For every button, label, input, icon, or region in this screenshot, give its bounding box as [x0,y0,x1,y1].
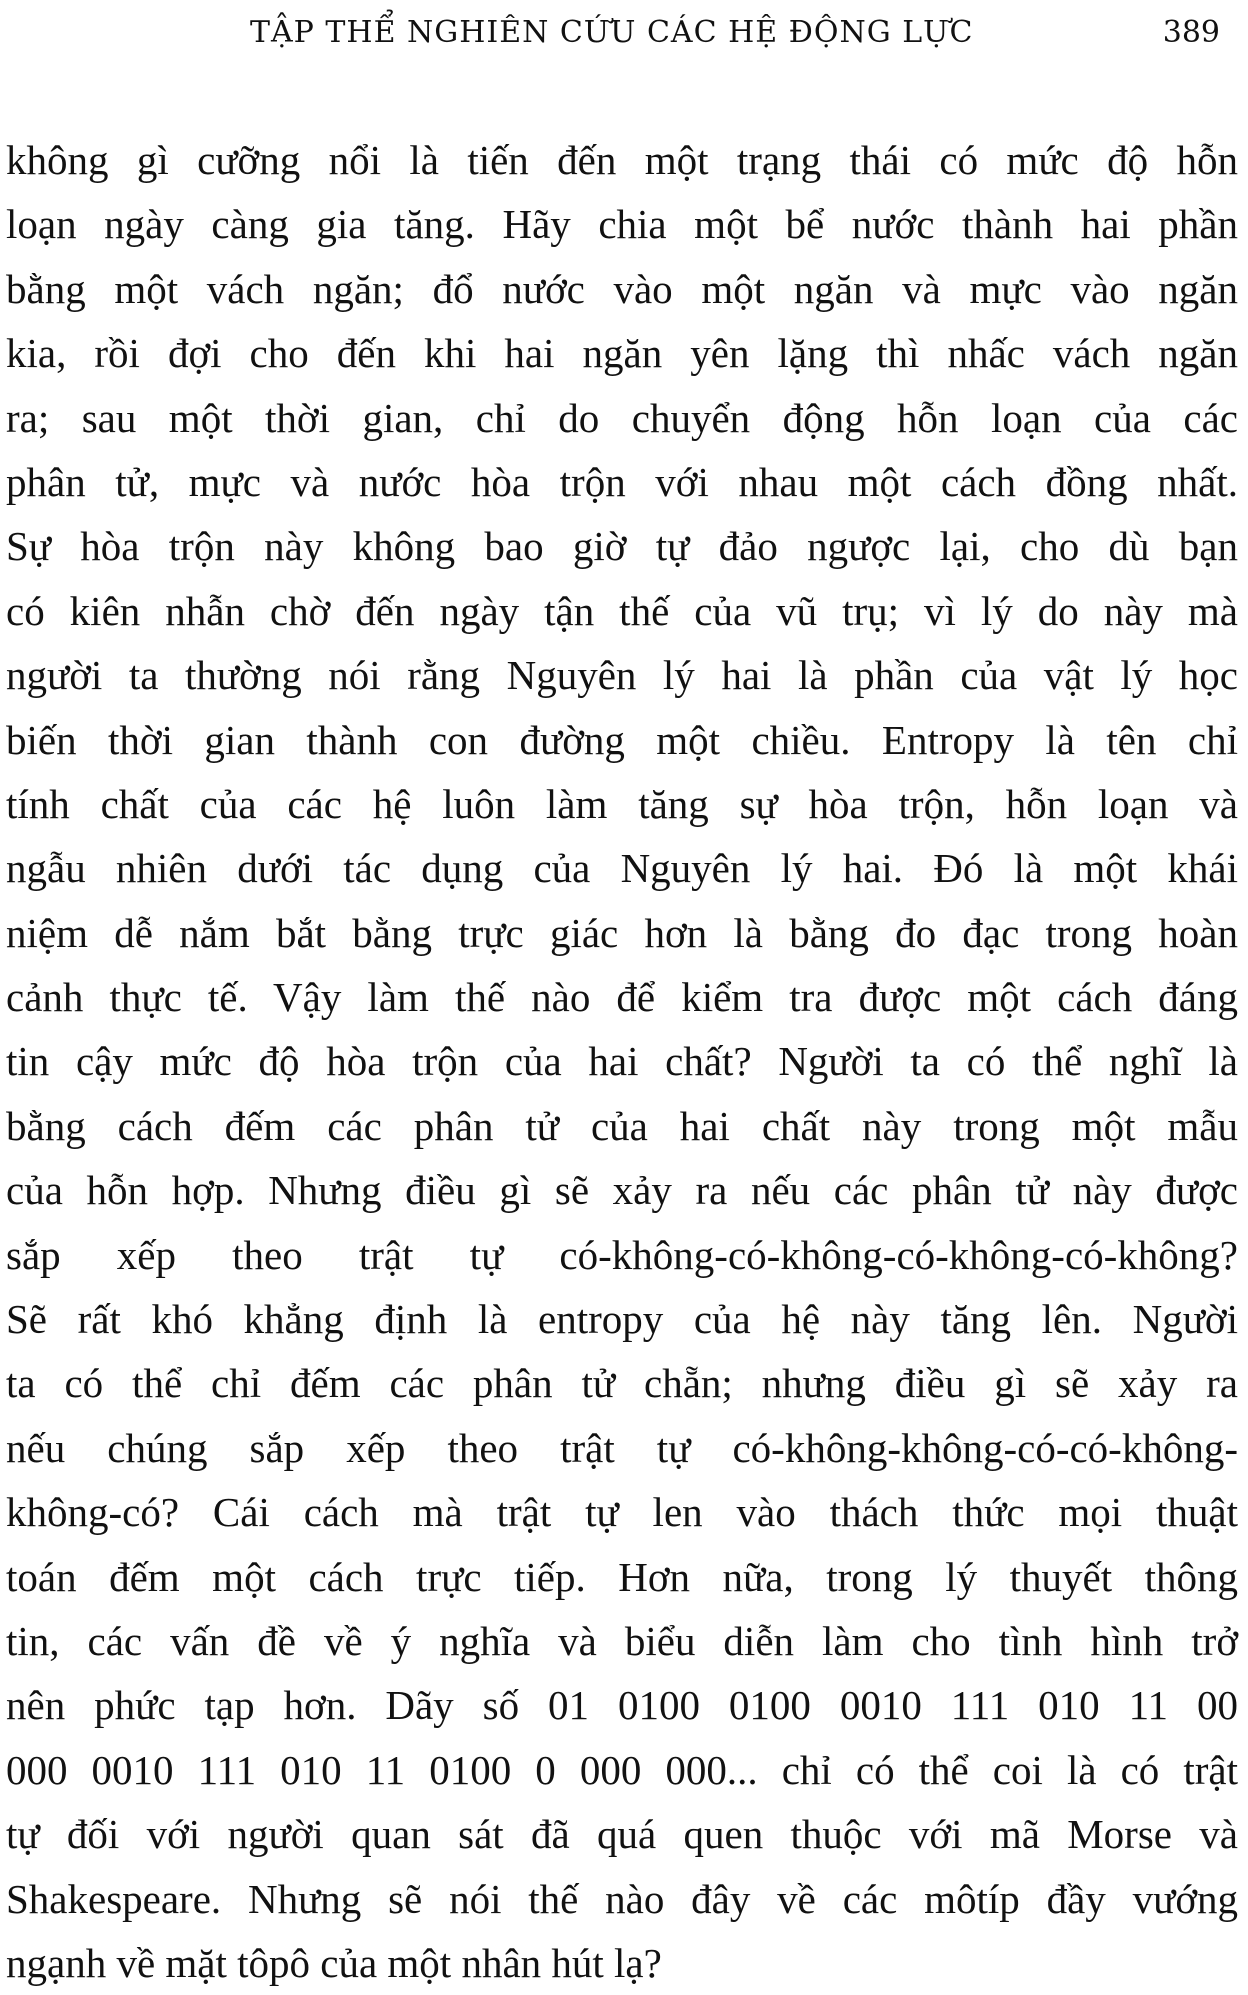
text-line: loạn ngày càng gia tăng. Hãy chia một bể nước thành hai phần [6,201,1238,248]
text-line: sắp xếp theo trật tự có-không-có-không-có-không-có-không? [6,1231,1238,1278]
text-line: Shakespeare. Nhưng sẽ nói thế nào đây về các môtíp đầy vướng [6,1875,1238,1922]
running-title: TẬP THỂ NGHIÊN CỨU CÁC HỆ ĐỘNG LỰC [250,15,974,50]
text-line: Sự hòa trộn này không bao giờ tự đảo ngược lại, cho dù bạn [6,523,1238,570]
text-line: 000 0010 111 010 11 0100 0 000 000... chỉ có thể coi là có trật [6,1746,1238,1793]
page-number: 389 [1162,15,1220,50]
text-line: người ta thường nói rằng Nguyên lý hai là phần của vật lý học [6,652,1238,699]
text-line: không-có? Cái cách mà trật tự len vào thách thức mọi thuật [6,1489,1238,1536]
text-line: tin cậy mức độ hòa trộn của hai chất? Người ta có thể nghĩ là [6,1038,1238,1085]
text-line: có kiên nhẫn chờ đến ngày tận thế của vũ trụ; vì lý do này mà [6,587,1238,634]
text-line: không gì cưỡng nổi là tiến đến một trạng thái có mức độ hỗn [6,137,1238,183]
text-line: bằng một vách ngăn; đổ nước vào một ngăn và mực vào ngăn [6,265,1238,312]
text-line: ngẫu nhiên dưới tác dụng của Nguyên lý hai. Đó là một khái [6,845,1238,892]
text-line: nếu chúng sắp xếp theo trật tự có-không-không-có-có-không- [6,1424,1238,1471]
text-line: của hỗn hợp. Nhưng điều gì sẽ xảy ra nếu các phân tử này được [6,1167,1238,1214]
text-line: phân tử, mực và nước hòa trộn với nhau một cách đồng nhất. [6,458,1238,505]
text-line: ra; sau một thời gian, chỉ do chuyển động hỗn loạn của các [6,394,1238,441]
text-line: cảnh thực tế. Vậy làm thế nào để kiểm tra được một cách đáng [6,974,1238,1021]
body-paragraph [6,128,1238,1995]
text-line: toán đếm một cách trực tiếp. Hơn nữa, trong lý thuyết thông [6,1553,1238,1600]
text-line: niệm dễ nắm bắt bằng trực giác hơn là bằng đo đạc trong hoàn [6,909,1238,956]
text-line: ta có thể chỉ đếm các phân tử chẵn; nhưng điều gì sẽ xảy ra [6,1360,1238,1407]
text-line: tính chất của các hệ luôn làm tăng sự hòa trộn, hỗn loạn và [6,780,1238,827]
text-line: tự đối với người quan sát đã quá quen thuộc với mã Morse và [6,1811,1238,1858]
text-line: bằng cách đếm các phân tử của hai chất này trong một mẫu [6,1102,1238,1149]
text-line: tin, các vấn đề về ý nghĩa và biểu diễn làm cho tình hình trở [6,1617,1238,1664]
text-line: Sẽ rất khó khẳng định là entropy của hệ này tăng lên. Người [6,1296,1238,1343]
text-line: ngạnh về mặt tôpô của một nhân hút lạ? [6,1939,662,1986]
running-header [0,8,1248,58]
text-line: biến thời gian thành con đường một chiều. Entropy là tên chỉ [6,716,1238,763]
text-line: kia, rồi đợi cho đến khi hai ngăn yên lặng thì nhấc vách ngăn [6,330,1238,377]
text-line: nên phức tạp hơn. Dãy số 01 0100 0100 0010 111 010 11 00 [6,1682,1238,1729]
